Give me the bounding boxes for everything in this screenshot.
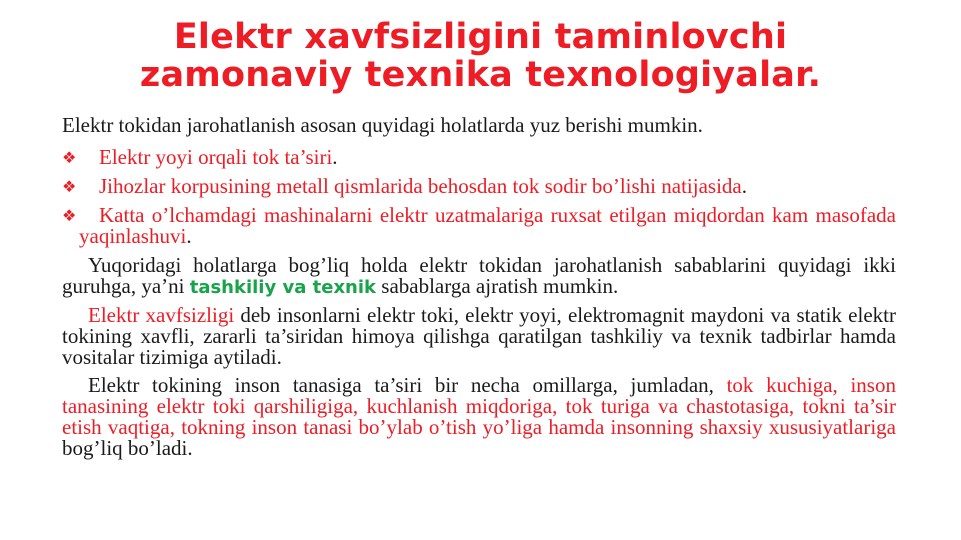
paragraph-factors-before: Elektr tokining inson tanasiga ta’siri bir necha omillarga, jumladan, xyxy=(88,373,727,397)
paragraph-causes-after: sabablarga ajratish mumkin. xyxy=(376,274,619,298)
paragraph-causes xyxy=(62,255,896,298)
paragraph-causes-before: Yuqoridagi holatlarga bog’liq holda elektr tokidan jarohatlanish sabablarini quyidagi ikki guruhga, ya’ni xyxy=(62,253,896,298)
paragraph-definition xyxy=(62,305,896,368)
slide-title-line-1: Elektr xavfsizligini taminlovchi xyxy=(173,17,788,57)
bullet-item-3 xyxy=(62,205,896,247)
bullet-item-1-end: . xyxy=(332,145,338,169)
bullet-item-2-end: . xyxy=(741,174,747,198)
bullet-item-1 xyxy=(62,147,896,168)
slide-body xyxy=(62,115,896,466)
paragraph-factors xyxy=(62,375,896,459)
bullet-item-3-end: . xyxy=(186,224,192,248)
paragraph-definition-highlight: Elektr xavfsizligi xyxy=(88,303,235,327)
intro-text: Elektr tokidan jarohatlanish asosan quyidagi holatlarda yuz berishi mumkin. xyxy=(62,113,703,137)
four-diamond-icon: ❖ xyxy=(62,177,77,196)
bullet-item-1-text: Elektr yoyi orqali tok ta’siri xyxy=(99,145,333,169)
paragraph-definition-after: deb insonlarni elektr toki, elektr yoyi, elektromagnit maydoni va statik elektr tokining xavfli, zararli ta’siridan himoya qilishga qaratilgan tashkiliy va texnik tadbirlar hamda vositalar tizimiga aytiladi. xyxy=(62,303,896,369)
paragraph-causes-highlight: tashkiliy va texnik xyxy=(189,277,377,298)
bullet-item-2 xyxy=(62,176,896,197)
bullet-item-2-text: Jihozlar korpusining metall qismlarida behosdan tok sodir bo’lishi natijasida xyxy=(99,174,742,198)
paragraph-factors-after: bog’liq bo’ladi. xyxy=(62,436,193,460)
slide-title xyxy=(0,18,961,94)
four-diamond-icon: ❖ xyxy=(62,206,77,225)
four-diamond-icon: ❖ xyxy=(62,148,77,167)
paragraph-factors-highlight: tok kuchiga, inson tanasining elektr toki qarshiligiga, kuchlanish miqdoriga, tok turiga va chastotasiga, tokni ta’sir etish vaqtiga, tokning inson tanasi bo’ylab o’tish yo’liga hamda insonning shaxsiy xususiyatlariga xyxy=(62,373,896,439)
slide-title-line-2: zamonaviy texnika texnologiyalar. xyxy=(139,55,822,95)
bullet-item-3-text: Katta o’lchamdagi mashinalarni elektr uzatmalariga ruxsat etilgan miqdordan kam masofada yaqinlashuvi xyxy=(79,203,896,248)
